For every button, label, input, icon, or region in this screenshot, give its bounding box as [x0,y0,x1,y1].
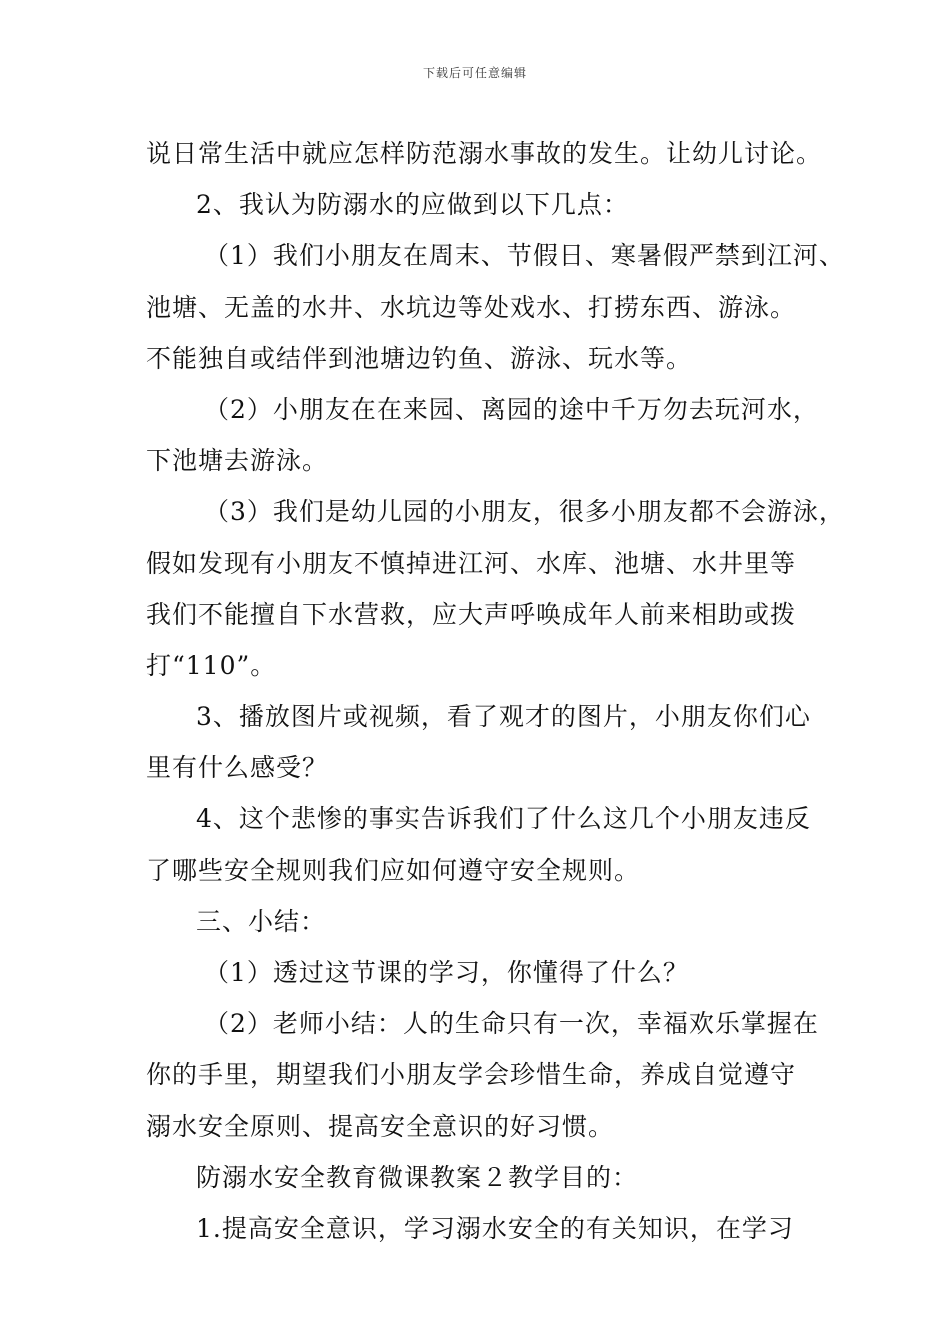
text-line: （2）小朋友在在来园、离园的途中千万勿去玩河水， [204,394,819,424]
text-line: 里有什么感受？ [146,753,329,783]
text-line: 我们不能擅自下水营救，应大声呼唤成年人前来相助或拨 [146,599,797,629]
text-line: 打“110”。 [146,650,277,680]
text-line: （2）老师小结：人的生命只有一次，幸福欢乐掌握在 [204,1009,819,1039]
text-line: 不能独自或结伴到池塘边钓鱼、游泳、玩水等。 [146,343,693,373]
text-line: （1）我们小朋友在周末、节假日、寒暑假严禁到江河、 [204,241,845,271]
text-line: 4、这个悲惨的事实告诉我们了什么这几个小朋友违反 [196,804,811,834]
document-body [146,128,845,1254]
text-line: 防溺水安全教育微课教案２教学目的： [196,1162,639,1192]
text-line: 溺水安全原则、提高安全意识的好习惯。 [146,1111,615,1141]
text-line: 了哪些安全规则我们应如何遵守安全规则。 [146,855,641,885]
text-line: 你的手里，期望我们小朋友学会珍惜生命，养成自觉遵守 [146,1060,797,1090]
text-line: （1）透过这节课的学习，你懂得了什么？ [204,958,689,987]
text-line: 2、我认为防溺水的应做到以下几点： [196,190,629,220]
text-line: 3、播放图片或视频，看了观才的图片，小朋友你们心 [196,702,811,732]
section-heading: 三、小结： [196,906,327,936]
text-line: 假如发现有小朋友不慎掉进江河、水库、池塘、水井里等 [146,548,797,578]
text-line: 1.提高安全意识，学习溺水安全的有关知识，在学习 [196,1213,794,1243]
text-line: 说日常生活中就应怎样防范溺水事故的发生。让幼儿讨论。 [146,139,823,168]
page-header-note: 下载后可任意编辑 [422,66,527,80]
text-line: 池塘、无盖的水井、水坑边等处戏水、打捞东西、游泳。 [146,292,797,322]
text-line: 下池塘去游泳。 [146,446,329,476]
text-line: （3）我们是幼儿园的小朋友，很多小朋友都不会游泳， [204,497,845,527]
